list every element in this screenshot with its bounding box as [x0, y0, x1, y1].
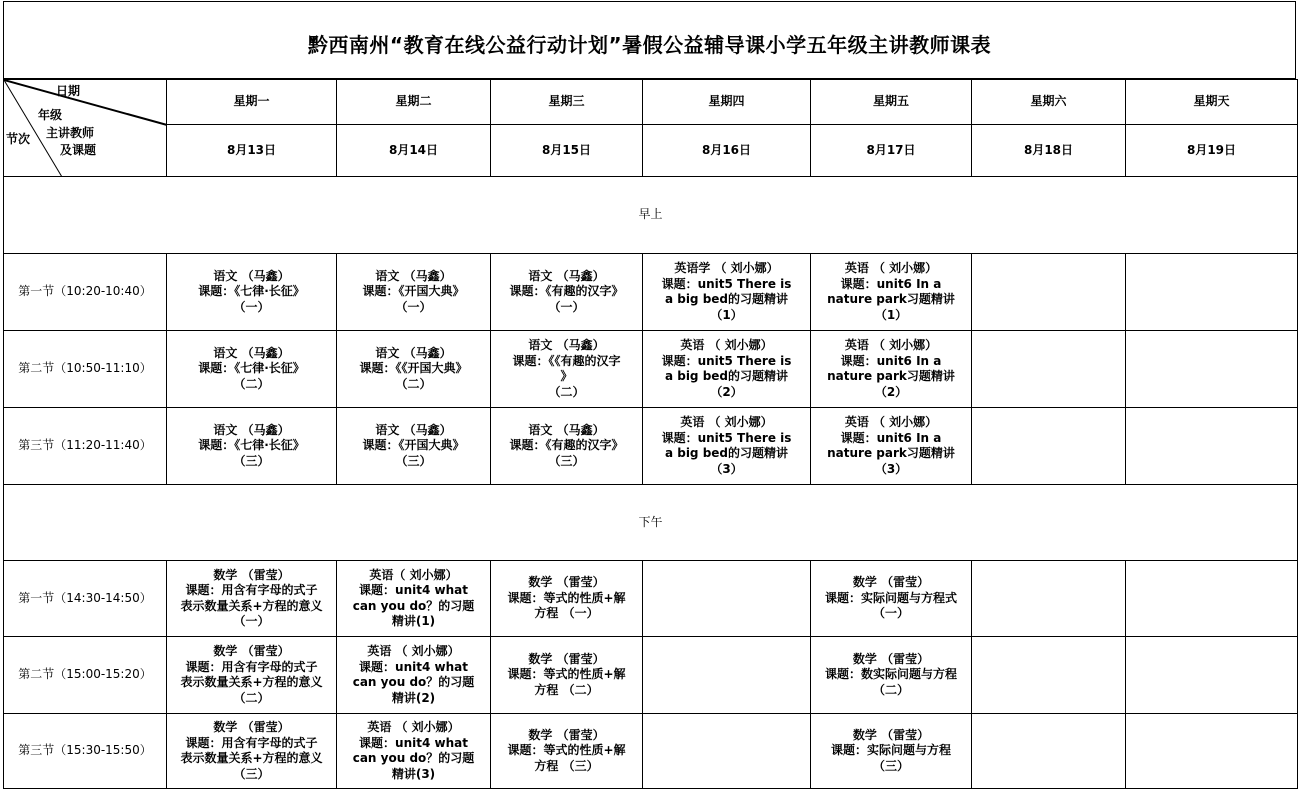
empty-cell[interactable]: [1126, 714, 1298, 789]
empty-cell[interactable]: [643, 637, 811, 714]
empty-cell[interactable]: [972, 254, 1126, 331]
schedule-table: [3, 79, 1298, 789]
corner-teacher-label: 主讲教师: [46, 126, 95, 140]
lesson-cell[interactable]: 语文 （马鑫） 课题：《七律·长征》 （三）: [167, 408, 337, 485]
morning-period-2-row: [4, 331, 1298, 408]
morning-period-3-row: [4, 408, 1298, 485]
corner-topic-label: 及课题: [60, 143, 97, 157]
weekday-header[interactable]: 星期五: [811, 80, 972, 125]
weekday-header[interactable]: 星期三: [491, 80, 643, 125]
date-header[interactable]: 8月16日: [643, 125, 811, 177]
empty-cell[interactable]: [1126, 637, 1298, 714]
lesson-cell[interactable]: 数学 （雷莹） 课题：用含有字母的式子 表示数量关系+方程的意义 （一）: [167, 561, 337, 637]
empty-cell[interactable]: [1126, 254, 1298, 331]
date-header[interactable]: 8月13日: [167, 125, 337, 177]
lesson-cell[interactable]: 语文 （马鑫） 课题：《有趣的汉字》 （一）: [491, 254, 643, 331]
weekday-header[interactable]: 星期四: [643, 80, 811, 125]
period-label[interactable]: 第三节（15:30-15:50）: [4, 714, 167, 789]
lesson-cell[interactable]: 语文 （马鑫） 课题：《有趣的汉字》 （三）: [491, 408, 643, 485]
lesson-cell[interactable]: 数学 （雷莹） 课题：等式的性质+解 方程 （三）: [491, 714, 643, 789]
empty-cell[interactable]: [972, 561, 1126, 637]
date-header[interactable]: 8月19日: [1126, 125, 1298, 177]
title-cell[interactable]: [3, 1, 1296, 79]
lesson-cell[interactable]: 英语 （ 刘小娜） 课题：unit5 There is a big bed的习题精讲 （2）: [643, 331, 811, 408]
empty-cell[interactable]: [972, 408, 1126, 485]
afternoon-section-row: [4, 485, 1298, 561]
date-header[interactable]: 8月17日: [811, 125, 972, 177]
afternoon-period-1-row: [4, 561, 1298, 637]
lesson-cell[interactable]: 英语 （ 刘小娜） 课题：unit6 In a nature park习题精讲 （2）: [811, 331, 972, 408]
lesson-cell[interactable]: 数学 （雷莹） 课题：用含有字母的式子 表示数量关系+方程的意义 （三）: [167, 714, 337, 789]
afternoon-period-3-row: [4, 714, 1298, 789]
lesson-cell[interactable]: 数学 （雷莹） 课题：等式的性质+解 方程 （一）: [491, 561, 643, 637]
empty-cell[interactable]: [643, 561, 811, 637]
lesson-cell[interactable]: 英语 （ 刘小娜） 课题：unit6 In a nature park习题精讲 （1）: [811, 254, 972, 331]
date-header[interactable]: 8月15日: [491, 125, 643, 177]
empty-cell[interactable]: [643, 714, 811, 789]
empty-cell[interactable]: [972, 331, 1126, 408]
lesson-cell[interactable]: 英语 （ 刘小娜） 课题：unit5 There is a big bed的习题精讲 （3）: [643, 408, 811, 485]
lesson-cell[interactable]: 语文 （马鑫） 课题：《七律·长征》 （一）: [167, 254, 337, 331]
lesson-cell[interactable]: 英语 （ 刘小娜） 课题：unit6 In a nature park习题精讲 （3）: [811, 408, 972, 485]
empty-cell[interactable]: [1126, 561, 1298, 637]
lesson-cell[interactable]: 数学 （雷莹） 课题：实际问题与方程式 （一）: [811, 561, 972, 637]
page-title: 黔西南州“教育在线公益行动计划”暑假公益辅导课小学五年级主讲教师课表: [307, 32, 992, 57]
lesson-cell[interactable]: 英语 （ 刘小娜） 课题：unit4 what can you do？的习题 精讲(2): [337, 637, 491, 714]
morning-section-row: [4, 177, 1298, 254]
corner-grade-label: 年级: [38, 108, 63, 122]
period-label[interactable]: 第二节（15:00-15:20）: [4, 637, 167, 714]
lesson-cell[interactable]: 语文 （马鑫） 课题：《《开国大典》 （二）: [337, 331, 491, 408]
lesson-cell[interactable]: 语文 （马鑫） 课题：《开国大典》 （一）: [337, 254, 491, 331]
period-label[interactable]: 第三节（11:20-11:40）: [4, 408, 167, 485]
date-header[interactable]: 8月18日: [972, 125, 1126, 177]
empty-cell[interactable]: [972, 637, 1126, 714]
empty-cell[interactable]: [1126, 331, 1298, 408]
period-label[interactable]: 第一节（10:20-10:40）: [4, 254, 167, 331]
lesson-cell[interactable]: 英语（ 刘小娜） 课题：unit4 what can you do？的习题 精讲(1): [337, 561, 491, 637]
period-label[interactable]: 第一节（14:30-14:50）: [4, 561, 167, 637]
weekday-header[interactable]: 星期六: [972, 80, 1126, 125]
afternoon-period-2-row: [4, 637, 1298, 714]
weekday-header[interactable]: 星期二: [337, 80, 491, 125]
lesson-cell[interactable]: 语文 （马鑫） 课题：《开国大典》 （三）: [337, 408, 491, 485]
lesson-cell[interactable]: 数学 （雷莹） 课题：等式的性质+解 方程 （二）: [491, 637, 643, 714]
lesson-cell[interactable]: 数学 （雷莹） 课题：用含有字母的式子 表示数量关系+方程的意义 （二）: [167, 637, 337, 714]
afternoon-section-label[interactable]: 下午: [4, 485, 1298, 561]
empty-cell[interactable]: [1126, 408, 1298, 485]
date-header[interactable]: 8月14日: [337, 125, 491, 177]
period-label[interactable]: 第二节（10:50-11:10）: [4, 331, 167, 408]
empty-cell[interactable]: [972, 714, 1126, 789]
lesson-cell[interactable]: 数学 （雷莹） 课题：数实际问题与方程 （二）: [811, 637, 972, 714]
corner-header-cell[interactable]: [4, 80, 167, 177]
lesson-cell[interactable]: 数学 （雷莹） 课题：实际问题与方程 （三）: [811, 714, 972, 789]
morning-period-1-row: [4, 254, 1298, 331]
lesson-cell[interactable]: 语文 （马鑫） 课题：《《有趣的汉字 》 （二）: [491, 331, 643, 408]
schedule-sheet: [3, 1, 1297, 787]
corner-period-label: 节次: [6, 132, 31, 146]
weekday-header[interactable]: 星期天: [1126, 80, 1298, 125]
lesson-cell[interactable]: 英语学 （ 刘小娜） 课题：unit5 There is a big bed的习题精讲 （1）: [643, 254, 811, 331]
corner-date-label: 日期: [56, 84, 81, 98]
date-row: [4, 125, 1298, 177]
lesson-cell[interactable]: 语文 （马鑫） 课题：《七律·长征》 （二）: [167, 331, 337, 408]
weekday-header[interactable]: 星期一: [167, 80, 337, 125]
morning-section-label[interactable]: 早上: [4, 177, 1298, 254]
lesson-cell[interactable]: 英语 （ 刘小娜） 课题：unit4 what can you do？的习题 精讲(3): [337, 714, 491, 789]
weekday-row: [4, 80, 1298, 125]
